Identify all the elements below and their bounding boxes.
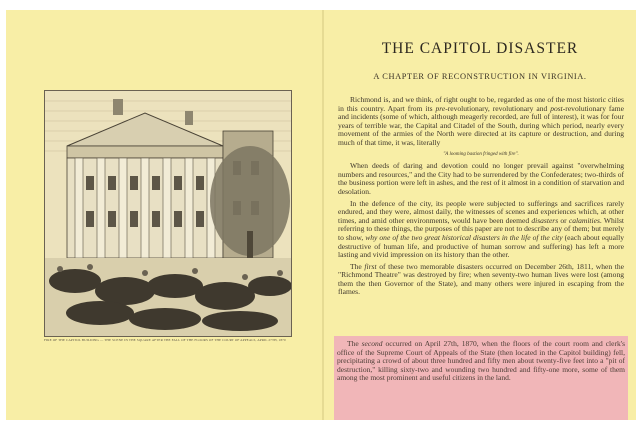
p3-italic-calamities: calamities — [568, 215, 600, 225]
capitol-illustration-icon — [45, 91, 291, 336]
paragraph-1 — [338, 96, 624, 148]
p5-text-c: occurred on April 27th, 1870, when the floors of the court room and clerk's office of the Supreme Court of Appeals of the State (then located in the Capitol building) fell, precipitating a crowd of about three hundred and fifty men about twenty-five feet into a "pit of destruction," killing sixty-two and wounding two hundred and fifty-one more, some of them among the most prominent and useful citizens in the land. — [337, 339, 625, 383]
p4-text-c: of these two memorable disasters occurred on December 26th, 1811, when the "Richmond Theatre" was destroyed by fire; when seventy-two human lives were lost (among them the then Governor of the State), and many others were injured in escaping from the flames. — [338, 261, 624, 297]
p1-text-c: -revolutionary, revolutionary and — [445, 103, 551, 113]
p1-text-a: Richmond is, and we think, of right ought to be, regarded as one of the most historic cities in this country. Apart from its — [338, 95, 624, 113]
page-title: THE CAPITOL DISASTER — [381, 40, 579, 57]
page-subtitle: A CHAPTER OF RECONSTRUCTION IN VIRGINIA. — [373, 72, 587, 81]
p3-text-c: or — [558, 215, 569, 225]
verse-quote: "A looming bastion fringed with fire". — [443, 151, 519, 157]
p3-text-a: In the defence of the city, its people were subjected to sufferings and sacrifices rarely endured, and they were, almost daily, the witnesses of scenes and experiences which, at other times, and amid other environments, would have been deemed — [338, 198, 624, 225]
right-page — [324, 10, 636, 420]
paragraph-5 — [337, 340, 625, 383]
p4-text-a: The — [350, 261, 365, 271]
p3-italic-disasters: disasters — [531, 215, 559, 225]
engraving-caption: FIRE OF THE CAPITOL BUILDING — THE SCENE IN THE SQUARE AFTER THE FALL OF THE FLOORS OF THE COURT OF APPEALS, APRIL 27TH, 1870 — [44, 338, 286, 342]
left-page — [6, 10, 322, 420]
paragraph-4 — [338, 263, 624, 297]
p3-text-e: . Whilst referring to these things, the purposes of this paper are not to describe any of them; but merely to show, — [338, 215, 624, 242]
highlighted-passage — [334, 336, 628, 420]
paragraph-2: When deeds of daring and devotion could no longer prevail against "overwhelming numbers and resources," and the City had to be surrendered by the Confederates; two-thirds of the business portion were left in ashes, and the rest of it almost in a condition of starvation and desolation. — [338, 161, 624, 196]
p1-italic-post: post — [550, 103, 563, 113]
p1-italic-pre: pre — [435, 103, 446, 113]
p3-text-g: (each about equally destructive of human life, and productive of human sorrow and suffering) has left a more lasting and vivid impression on its history than the other. — [338, 232, 624, 260]
article-body — [338, 96, 624, 300]
p5-italic-second: second — [361, 339, 383, 348]
capitol-engraving — [44, 90, 292, 337]
p4-italic-first: first — [364, 261, 377, 271]
p3-italic-why: why one of the two great historical disasters in the life of the city — [365, 232, 563, 242]
paragraph-3 — [338, 200, 624, 260]
p1-text-e: -revolutionary fame and incidents (some of which, although meagerly recorded, are full of interest), it was for four years of terrible war, the Capital and Citadel of the South, during which period, nearly every movement of the armies of the North were directed at its capture or destruction, and during much of that time, it was, literally — [338, 103, 624, 147]
p5-text-a: The — [347, 339, 362, 348]
